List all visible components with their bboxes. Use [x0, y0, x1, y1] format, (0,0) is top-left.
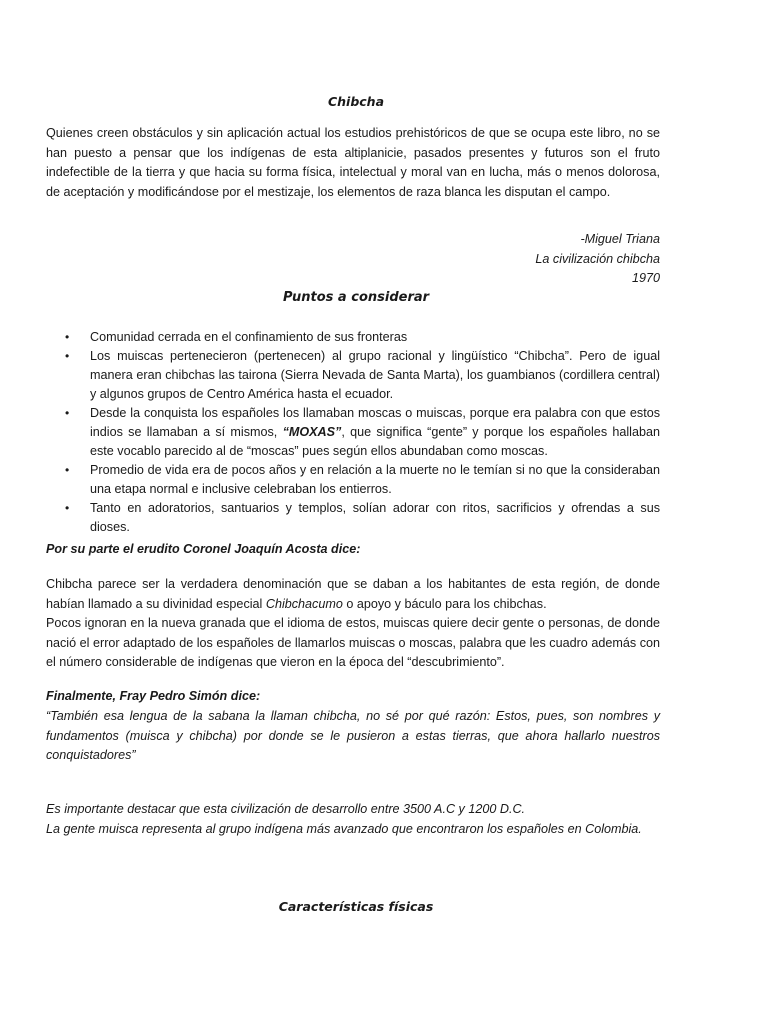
acosta-paragraph-1 — [46, 575, 660, 614]
list-item-text: Comunidad cerrada en el confinamiento de sus fronteras — [90, 330, 408, 344]
bullet-icon: • — [65, 349, 70, 363]
list-item — [46, 461, 660, 499]
points-list — [46, 328, 660, 537]
list-item — [46, 328, 660, 347]
list-item — [46, 347, 660, 404]
document-page — [46, 0, 660, 1024]
list-item-text-part: , que significa “gente” y porque los españoles hallaban este vocablo parecido al de “moscas” pues según ellos abundaban como moscas. — [90, 425, 660, 458]
acosta-p1-after: o apoyo y báculo para los chibchas. — [342, 596, 547, 611]
acosta-p1-before: Chibcha parece ser la verdadera denominación que se daban a los habitantes de esta región, de donde habían llamado a su divinidad especial — [46, 577, 660, 611]
list-item-text: Promedio de vida era de pocos años y en relación a la muerte no le temían si no que la consideraban una etapa normal e inclusive celebraban los entierros. — [90, 463, 660, 496]
attribution-work: La civilización chibcha — [535, 251, 660, 266]
closing-line-1: Es importante destacar que esta civilización de desarrollo entre 3500 A.C y 1200 D.C. — [46, 802, 526, 816]
acosta-paragraph-2: Pocos ignoran en la nueva granada que el idioma de estos, muiscas quiere decir gente o personas, de donde nació el error adaptado de los españoles de llamarlos muiscas o moscas, palabra que les cuadro además con el número considerable de indígenas que vieron en la época del “descubrimiento”. — [46, 616, 660, 669]
page-title: Chibcha — [327, 94, 385, 109]
bullet-icon: • — [65, 330, 70, 344]
simon-quote: “También esa lengua de la sabana la llaman chibcha, no sé por qué razón: Estos, pues, son nombres y fundamentos (muisca y chibcha) por donde se le pusieron a estas tierras, que ahora hallarlo nuestros conquistadores” — [46, 709, 660, 762]
closing-note — [46, 800, 660, 839]
bullet-icon: • — [65, 501, 70, 515]
list-item-text-part: Desde la conquista los españoles los llamaban moscas o muiscas, porque era palabra con que estos indios se llamaban a sí mismos, — [90, 406, 660, 439]
bullet-icon: • — [65, 406, 70, 420]
intro-paragraph: Quienes creen obstáculos y sin aplicación actual los estudios prehistóricos de que se ocupa este libro, no se han puesto a pensar que los indígenas de esta altiplanicie, pasados presentes y futuros son el fruto indefectible de la tierra y que hacia su forma física, intelectual y moral van en lucha, más o menos dolorosa, de aceptación y modificándose por el mestizaje, los elementos de raza blanca les disputan el campo. — [46, 126, 660, 199]
acosta-text — [46, 575, 660, 673]
list-item-text — [90, 406, 660, 458]
quote-attribution — [535, 230, 660, 289]
chibchacumo-emphasis: Chibchacumo — [265, 596, 343, 611]
simon-heading: Finalmente, Fray Pedro Simón dice: — [46, 689, 261, 703]
list-item-text: Tanto en adoratorios, santuarios y templos, solían adorar con ritos, sacrificios y ofrendas a sus dioses. — [90, 501, 660, 534]
list-item — [46, 404, 660, 461]
bullet-icon: • — [65, 463, 70, 477]
closing-line-2: La gente muisca representa al grupo indígena más avanzado que encontraron los españoles en Colombia. — [46, 821, 642, 836]
list-item — [46, 499, 660, 537]
attribution-author: -Miguel Triana — [580, 232, 660, 246]
moxas-emphasis: “MOXAS” — [282, 425, 342, 439]
section-heading-puntos: Puntos a considerar — [282, 290, 430, 305]
section-heading-caracteristicas: Características físicas — [278, 899, 434, 914]
attribution-year: 1970 — [631, 271, 660, 285]
list-item-text: Los muiscas pertenecieron (pertenecen) al grupo racional y lingüístico “Chibcha”. Pero de igual manera eran chibchas las tairona (Sierra Nevada de Santa Marta), los guambianos (cordillera central) y algunos grupos de Centro América hasta el ecuador. — [90, 349, 660, 401]
acosta-heading: Por su parte el erudito Coronel Joaquín Acosta dice: — [46, 542, 361, 556]
